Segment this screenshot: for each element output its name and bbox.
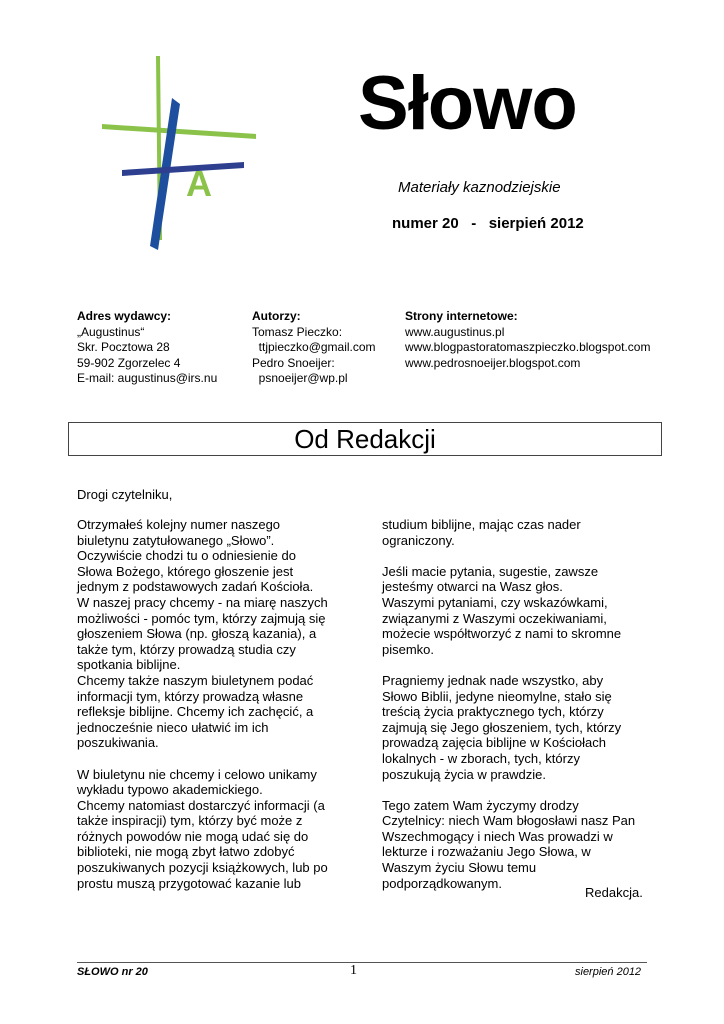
footer-divider (77, 962, 647, 963)
footer-date: sierpień 2012 (575, 966, 642, 978)
text-line: treścią życia praktycznego tych, którzy (382, 704, 604, 720)
text-line: podporządkowanym. (382, 875, 502, 891)
cross-logo-icon (96, 50, 264, 258)
publisher-email: E-mail: augustinus@irs.nu (77, 371, 218, 385)
greeting: Drogi czytelniku, (77, 487, 173, 502)
text-line: poszukiwania. (77, 735, 159, 751)
publisher-heading: Adres wydawcy: (77, 309, 172, 323)
text-line: prowadzą zajęcia biblijne w Kościołach (382, 735, 607, 751)
paragraph (382, 517, 652, 548)
section-title: Od Redakcji (68, 422, 662, 456)
paragraph (382, 798, 652, 892)
text-line: ograniczony. (382, 532, 455, 548)
publisher-line: 59-902 Zgorzelec 4 (77, 355, 181, 370)
subtitle: Materiały kaznodziejskie (398, 179, 561, 196)
issue-info: numer 20 - sierpień 2012 (392, 215, 584, 232)
text-line: Tego zatem Wam życzymy drodzy (382, 797, 579, 813)
authors-block (252, 309, 376, 387)
text-line: W biuletynu nie chcemy i celowo unikamy (77, 766, 317, 782)
text-line: także tym, którzy prowadzą studia czy (77, 641, 296, 657)
signature: Redakcja. (585, 885, 643, 900)
logo-green-horizontal (102, 124, 256, 139)
text-line: możliwości - pomóc tym, którzy zajmują się (77, 610, 326, 626)
publisher-block (77, 309, 217, 387)
text-line: jesteśmy otwarci na Wasz głos. (382, 579, 563, 595)
text-line: Otrzymałeś kolejny numer naszego (77, 517, 281, 532)
text-line: Oczywiście chodzi tu o odniesienie do (77, 548, 296, 564)
text-line: Słowo Biblii, jedyne nieomylne, stało się (382, 688, 612, 704)
paragraph (382, 564, 652, 658)
text-line: poszukują życia w prawdzie. (382, 766, 547, 782)
text-line: refleksje biblijne. Chcemy ich zachęcić, a (77, 704, 314, 720)
website-link: www.blogpastoratomaszpieczko.blogspot.com (405, 340, 651, 354)
text-line: biblioteki, nie mogą zbyt łatwo zdobyć (77, 844, 295, 860)
text-line: Wszechmogący i niech Was prowadzi w (382, 828, 613, 844)
text-line: lokalnych - w zborach, tych, którzy (382, 750, 580, 766)
logo-navy-bar (122, 162, 244, 176)
text-line: Pragniemy jednak nade wszystko, aby (382, 672, 604, 688)
text-line: prostu muszą przygotować kazanie lub (77, 875, 302, 891)
logo-letter: A (186, 163, 212, 204)
text-line: Waszym życiu Słowu temu (382, 860, 537, 876)
website-link: www.pedrosnoeijer.blogspot.com (405, 355, 581, 370)
text-line: Chcemy natomiast dostarczyć informacji (a (77, 797, 325, 813)
websites-heading: Strony internetowe: (405, 309, 518, 323)
right-column (382, 517, 652, 907)
text-line: różnych powodów nie mogą udać się do (77, 828, 309, 844)
text-line: poszukiwanych pozycji książkowych, lub po (77, 860, 328, 876)
text-line: wykładu typowo akademickiego. (77, 782, 263, 798)
page-number: 1 (350, 963, 357, 978)
text-line: jednym z podstawowych zadań Kościoła. (77, 579, 314, 595)
text-line: biuletynu zatytułowanego „Słowo”. (77, 532, 275, 548)
paragraph (382, 673, 652, 782)
websites-block (405, 309, 650, 371)
page-title: Słowo (358, 61, 577, 146)
paragraph (77, 767, 347, 892)
text-line: W naszej pracy chcemy - na miarę naszych (77, 594, 328, 610)
text-line: zajmują się Jego głoszeniem, tych, którzy (382, 719, 622, 735)
text-line: głoszeniem Słowa (np. głoszą kazania), a (77, 626, 317, 642)
text-line: lekturze i rozważaniu Jego Słowa, w (382, 844, 591, 860)
text-line: Słowa Bożego, którego głoszenie jest (77, 563, 294, 579)
publisher-line: Skr. Pocztowa 28 (77, 340, 170, 354)
logo-blue-bar (150, 98, 180, 250)
authors-heading: Autorzy: (252, 309, 301, 323)
author-email: psnoeijer@wp.pl (252, 371, 348, 385)
author-name: Pedro Snoeijer: (252, 355, 335, 370)
left-column (77, 517, 347, 907)
footer-publication: SŁOWO nr 20 (77, 966, 148, 978)
text-line: związanymi z Waszymi oczekiwaniami, (382, 610, 607, 626)
text-line: także inspiracji) tym, którzy być może z (77, 813, 303, 829)
text-line: Chcemy także naszym biuletynem podać (77, 672, 314, 688)
author-name: Tomasz Pieczko: (252, 324, 343, 339)
author-email: ttjpieczko@gmail.com (252, 340, 376, 354)
website-link: www.augustinus.pl (405, 324, 505, 339)
paragraph (77, 517, 347, 751)
text-line: spotkania biblijne. (77, 657, 181, 673)
text-line: studium biblijne, mając czas nader (382, 517, 581, 532)
text-line: informacji tym, którzy prowadzą własne (77, 688, 304, 704)
publisher-line: „Augustinus“ (77, 324, 145, 339)
text-line: Waszymi pytaniami, czy wskazówkami, (382, 594, 608, 610)
text-line: możecie współtworzyć z nami to skromne (382, 626, 622, 642)
text-line: pisemko. (382, 641, 435, 657)
text-line: Jeśli macie pytania, sugestie, zawsze (382, 563, 599, 579)
text-line: Czytelnicy: niech Wam błogosławi nasz Pan (382, 813, 636, 829)
text-line: jednocześnie nieco ułatwić im ich (77, 719, 269, 735)
